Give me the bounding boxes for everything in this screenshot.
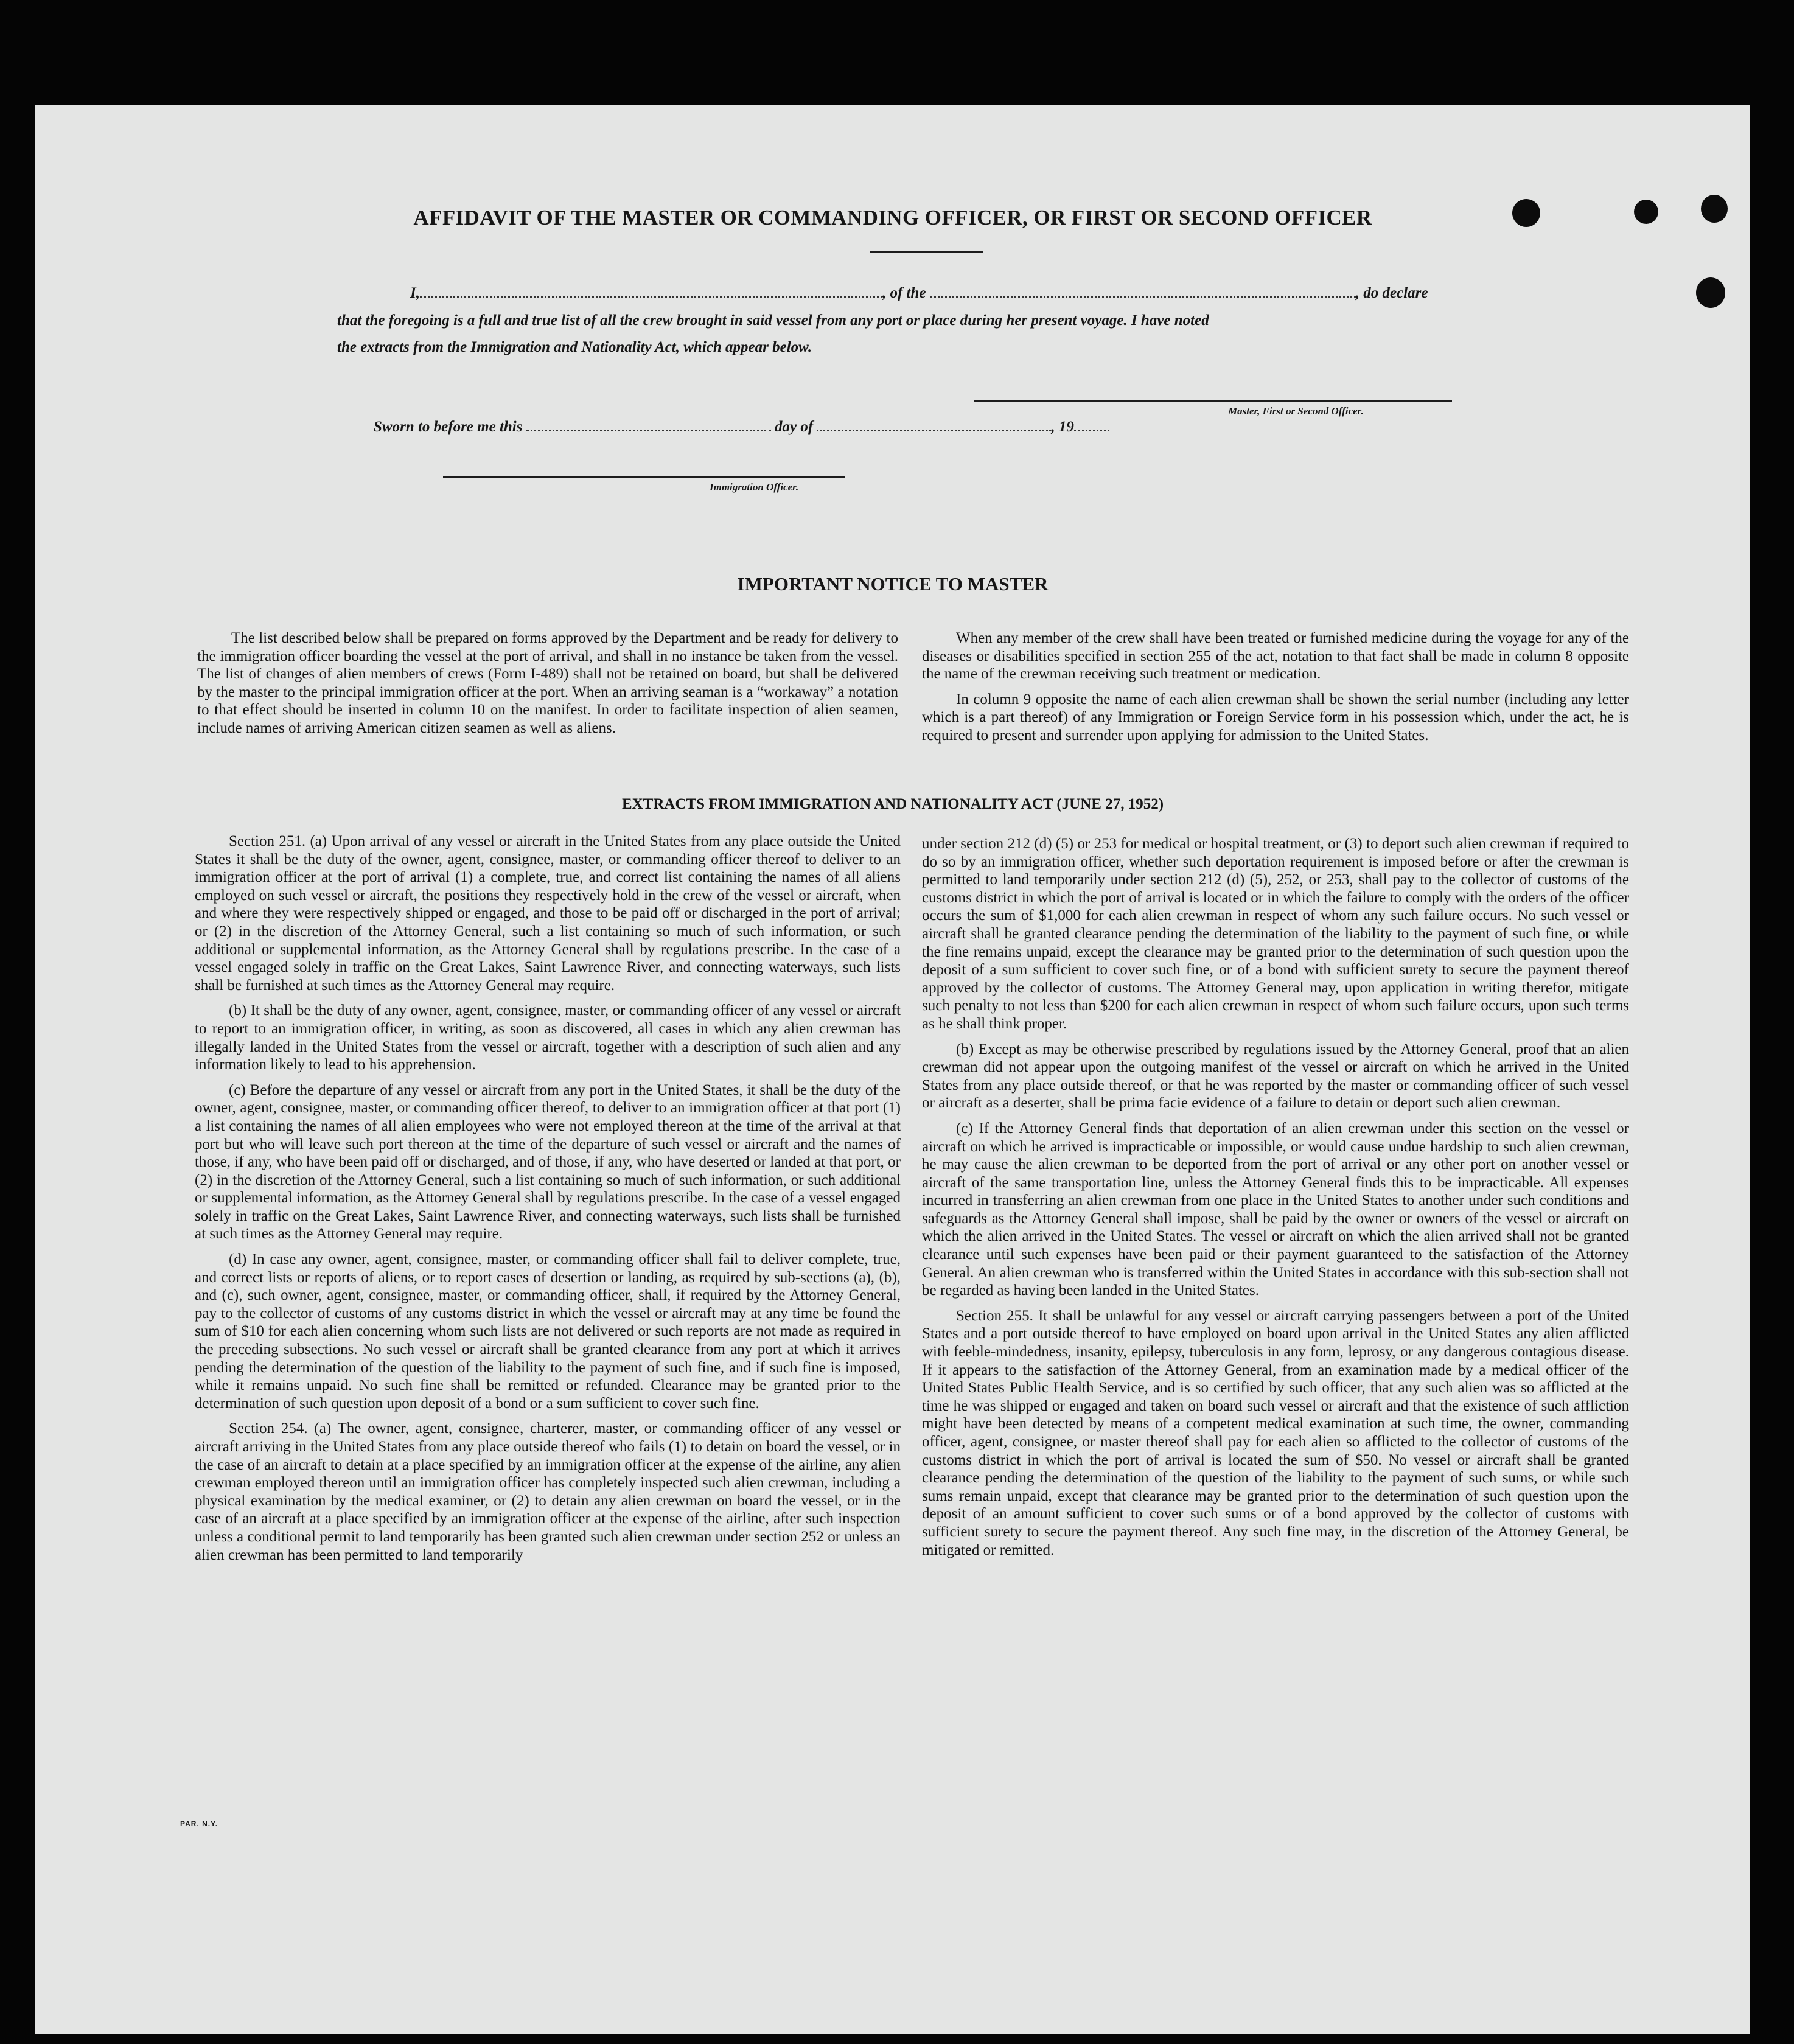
sworn-year-field[interactable] [1074,419,1109,431]
punch-hole [1696,277,1725,308]
extract-paragraph: Section 255. It shall be unlawful for any vessel or aircraft carrying passengers between a port of the United States and a port outside thereof to have employed on board upon arrival in the United States any alien afflicted with feeble-mindedness, insanity, epilepsy, tuberculosis in any form, leprosy, or any dangerous contagious disease. If it appears to the satisfaction of the Attorney General, from an examination made by a medical officer of the United States Public Health Service, and is so certified by such officer, that any such alien was so afflicted at the time he was shipped or engaged and taken on board such vessel or aircraft and that the existence of such affliction might have been detected by means of a competent medical examination at such time, the owner, commanding officer, agent, consignee, or master thereof shall pay for each alien so afflicted to the collector of customs of the customs district in which the port of arrival is located the sum of $50. No vessel or aircraft shall be granted clearance pending the determination of the question of the liability to the payment of such sums, or while such sums remain unpaid, except that clearance may be granted prior to the determination of such question upon the deposit of an amount sufficient to cover such sums or of a bond approved by the collector of customs with sufficient surety to secure the payment thereof. Any such fine may, in the discretion of the Attorney General, be mitigated or remitted. [922,1307,1629,1558]
vessel-field[interactable] [930,285,1356,298]
officer-signature-line[interactable] [443,476,845,478]
declaration-line [337,280,1481,307]
extract-paragraph: (c) If the Attorney General finds that deportation of an alien crewman under this section on the vessel or aircraft on which he arrived is impracticable or impossible, or would cause undue hardship to such alien crewman, he may cause the alien crewman to be deported from the port of arrival or any other port on another vessel or aircraft of the same transportation line, unless the Attorney General finds this to be impracticable. All expenses incurred in transferring an alien crewman from one place in the United States to another under such conditions and safeguards as the Attorney General shall impose, shall be paid by the owner or owners of the vessel or aircraft on which the alien arrived in the United States. The vessel or aircraft on which the alien arrived shall not be granted clearance until such expenses have been paid or their payment guaranteed to the satisfaction of the Attorney General. An alien crewman who is transferred within the United States in accordance with this sub-section shall not be regarded as having been landed in the United States. [922,1120,1629,1299]
extracts-left-column [195,832,901,1571]
notice-paragraph: When any member of the crew shall have been treated or furnished medicine during the voyage for any of the diseases or disabilities specified in section 255 of the act, notation to that fact shall be made in column 8 opposite the name of the crewman receiving such treatment or medication. [922,630,1629,683]
printer-mark: PAR. N.Y. [180,1819,218,1828]
extract-paragraph: under section 212 (d) (5) or 253 for medical or hospital treatment, or (3) to deport such alien crewman if required to do so by an immigration officer, whether such deportation requirement is imposed before or after the crewman is permitted to land temporarily under section 212 (d) (5), 252, or 253, shall pay to the collector of customs of the customs district in which the port of arrival is located or in which the failure to comply with the orders of the officer occurs the sum of $1,000 for each alien crewman in respect of whom any such failure occurs. No such vessel or aircraft shall be granted clearance pending the determination of the liability to the payment of such fine, or while the fine remains unpaid, except the clearance may be granted prior to the determination of such question upon the deposit of a sum sufficient to cover such fine, or of a bond with sufficient surety to secure the payment thereof approved by the collector of customs. The Attorney General may, upon application in writing therefor, mitigate such penalty to not less than $200 for each alien crewman in respect of whom such failure occurs, upon such terms as he shall think proper. [922,835,1629,1032]
name-field[interactable] [420,285,882,298]
master-signature-caption: Master, First or Second Officer. [1228,405,1364,417]
sworn-month-field[interactable] [817,419,1051,431]
declaration-i: I, [410,285,420,301]
sworn-line [374,414,1518,441]
declaration-text-line: that the foregoing is a full and true list of all the crew brought in said vessel from any port or place during her present voyage. I have noted [337,312,1209,329]
declaration-text-line: the extracts from the Immigration and Nationality Act, which appear below. [337,339,812,355]
extract-paragraph: (b) It shall be the duty of any owner, agent, consignee, master, or commanding officer of any vessel or aircraft to report to an immigration officer, in writing, as soon as discovered, all cases in which any alien crewman has illegally landed in the United States from the vessel or aircraft, together with a description of such alien and any information likely to lead to his apprehension. [195,1002,901,1073]
extract-paragraph: (d) In case any owner, agent, consignee, master, or commanding officer shall fail to deliver complete, true, and correct lists or reports of aliens, or to report cases of desertion or landing, as required by sub-sections (a), (b), and (c), such owner, agent, consignee, master, or commanding officer, shall, if required by the Attorney General, pay to the collector of customs of any customs district in which the vessel or aircraft may at any time be found the sum of $10 for each alien concerning whom such lists are not delivered or such reports are not made as required in the preceding subsections. No such vessel or aircraft shall be granted clearance from any port at which it arrives pending the determination of the question of the liability to the payment of such fine, and if such fine is imposed, while it remains unpaid. No such fine shall be remitted or refunded. Clearance may be granted prior to the determination of such question upon deposit of a bond or a sum sufficient to cover such fine. [195,1251,901,1412]
officer-signature-caption: Immigration Officer. [710,481,799,493]
sworn-day-of: day of [774,419,814,435]
document-page [35,105,1750,2034]
extracts-right-column [922,835,1629,1566]
sworn-prefix: Sworn to before me this [374,419,523,435]
notice-paragraph: The list described below shall be prepared on forms approved by the Department and be ready for delivery to the immigration officer boarding the vessel at the port of arrival, and shall in no instance be taken from the vessel. The list of changes of alien members of crews (Form I-489) shall not be retained on board, but shall be delivered by the master to the principal immigration officer at the port. When an arriving seaman is a “workaway” a notation to that effect should be inserted in column 10 on the manifest. In order to facilitate inspection of alien seamen, include names of arriving American citizen seamen as well as aliens. [197,630,898,736]
title-underline [870,251,983,253]
declaration-of-the: , of the [882,285,926,301]
sworn-year-prefix: , 19 [1051,419,1074,435]
extract-paragraph: (b) Except as may be otherwise prescribed by regulations issued by the Attorney General, proof that an alien crewman did not appear upon the outgoing manifest of the vessel or aircraft on which he arrived in the United States from any place outside thereof, or that he was reported by the master or commanding officer of such vessel or aircraft as a deserter, shall be prima facie evidence of a failure to detain or deport such alien crewman. [922,1041,1629,1112]
extract-paragraph: (c) Before the departure of any vessel or aircraft from any port in the United States, it shall be the duty of the owner, agent, consignee, master, or commanding officer thereof, to deliver to an immigration officer at that port (1) a list containing the names of all alien employees who were not employed thereon at the time of the arrival at that port but who will leave such port thereon at the time of the departure of such vessel or aircraft and the names of those, if any, who have been paid off or discharged, and of those, if any, who have deserted or landed at that port, or (2) in the discretion of the Attorney General, such a list containing so much of such information, or such additional or supplemental information, as the Attorney General shall by regulations prescribe. In the case of a vessel engaged solely in traffic on the Great Lakes, Saint Lawrence River, and connecting waterways, such lists shall be furnished at such times as the Attorney General may require. [195,1081,901,1243]
extract-paragraph: Section 254. (a) The owner, agent, consignee, charterer, master, or commanding officer of any vessel or aircraft arriving in the United States from any place outside thereof who fails (1) to detain on board the vessel, or in the case of an aircraft to detain at a place specified by an immigration officer at the expense of the airline, any alien crewman employed thereon until an immigration officer has completely inspected such alien crewman, including a physical examination by the medical examiner, or (2) to detain any alien crewman on board the vessel, or in the case of an aircraft at a place specified by an immigration officer at the expense of the airline, after such inspection unless a conditional permit to land temporarily has been granted such alien crewman under section 252 or unless an alien crewman has been permitted to land temporarily [195,1420,901,1563]
notice-left-column [197,629,898,745]
notice-title: IMPORTANT NOTICE TO MASTER [737,573,1049,595]
extracts-title: EXTRACTS FROM IMMIGRATION AND NATIONALITY ACT (JUNE 27, 1952) [621,796,1164,812]
affidavit-title: AFFIDAVIT OF THE MASTER OR COMMANDING OFFICER, OR FIRST OR SECOND OFFICER [413,206,1372,229]
notice-paragraph: In column 9 opposite the name of each alien crewman shall be shown the serial number (including any letter which is a part thereof) of any Immigration or Foreign Service form in his possession which, under the act, he is required to present and surrender upon applying for admission to the United States. [922,691,1629,744]
extract-paragraph: Section 251. (a) Upon arrival of any vessel or aircraft in the United States from any place outside the United States it shall be the duty of the owner, agent, consignee, master, or commanding officer thereof to deliver to an immigration officer at the port of arrival (1) a complete, true, and correct list containing the names of all aliens employed on such vessel or aircraft, the positions they respectively hold in the crew of the vessel or aircraft, when and where they were respectively shipped or engaged, and those to be paid off or discharged in the port of arrival; or (2) in the discretion of the Attorney General, such a list containing so much of such information, or such additional or supplemental information, as the Attorney General shall by regulations prescribe. In the case of a vessel engaged solely in traffic on the Great Lakes, Saint Lawrence River, and connecting waterways, such lists shall be furnished at such times as the Attorney General may require. [195,833,901,994]
declaration-declare: , do declare [1355,285,1428,301]
master-signature-line[interactable] [974,400,1452,402]
sworn-day-field[interactable] [526,419,771,431]
notice-right-column [922,629,1629,752]
